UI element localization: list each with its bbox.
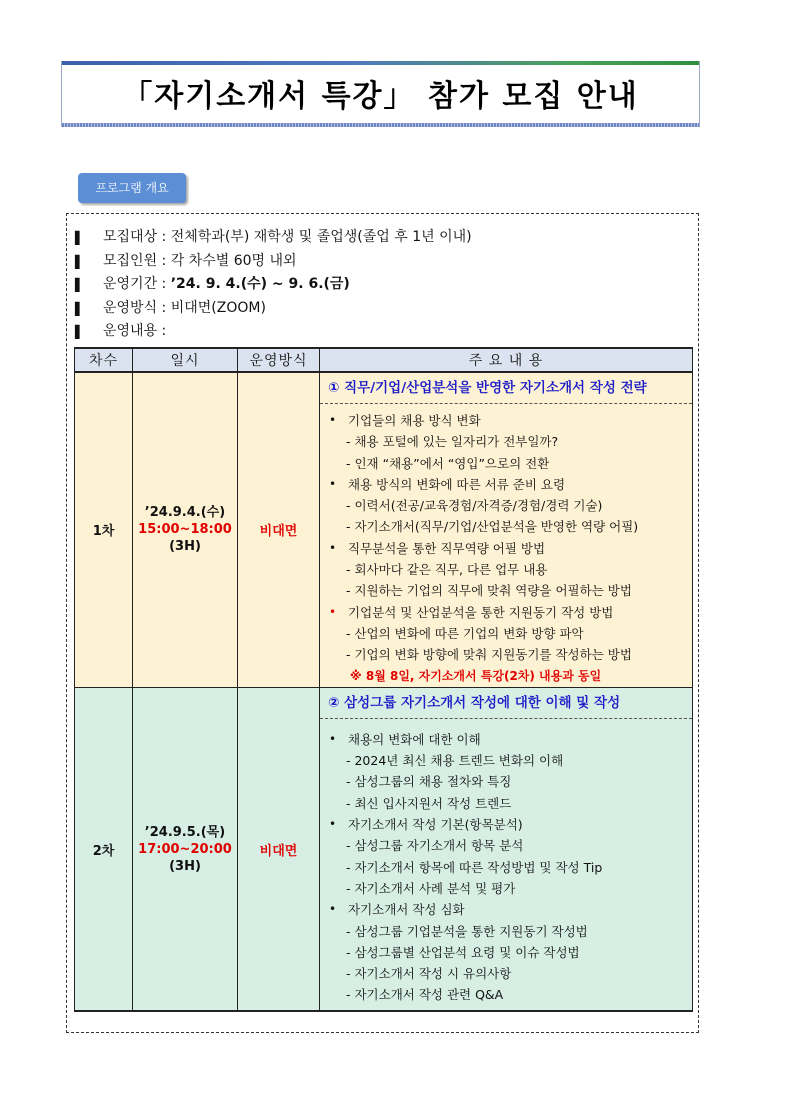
list-item: • 자기소개서 작성 심화 xyxy=(320,899,692,920)
list-item: • 채용 방식의 변화에 따른 서류 준비 요령 xyxy=(320,474,692,495)
list-item: • 직무분석을 통한 직무역량 어필 방법 xyxy=(320,538,692,559)
list-item: - 인재 “채용”에서 “영입”으로의 전환 xyxy=(346,455,550,471)
bullet-icon: • xyxy=(329,540,337,555)
info-separator: : xyxy=(157,229,171,245)
list-item: • 자기소개서 작성 기본(항목분석) xyxy=(320,814,692,835)
header-content: 주 요 내 용 xyxy=(320,348,693,372)
bullet-icon: ▌ xyxy=(75,254,85,269)
info-label: 모집인원 xyxy=(103,252,158,269)
list-item: - 지원하는 기업의 직무에 맞춰 역량을 어필하는 방법 xyxy=(346,583,632,599)
list-item: - 2024년 최신 채용 트렌드 변화의 이해 xyxy=(346,753,564,769)
list-item: - 자기소개서 작성 시 유의사항 xyxy=(346,966,512,982)
info-label: 운영내용 xyxy=(103,323,158,339)
table-row xyxy=(75,372,693,687)
content-heading: ① 직무/기업/산업분석을 반영한 자기소개서 작성 전략 xyxy=(320,373,692,404)
list-item: - 회사마다 같은 직무, 다른 업무 내용 xyxy=(346,562,548,578)
info-value: 비대면(ZOOM) xyxy=(170,299,266,316)
content-list xyxy=(320,404,692,687)
section-tab-program-overview: 프로그램 개요 xyxy=(78,173,186,203)
content-heading: ② 삼성그룹 자기소개서 작성에 대한 이해 및 작성 xyxy=(320,688,692,719)
info-separator: : xyxy=(157,323,167,339)
info-label: 모집대상 xyxy=(103,229,158,245)
list-item: - 자기소개서 사례 분석 및 평가 xyxy=(346,880,516,896)
content-list xyxy=(320,719,692,1006)
info-separator: : xyxy=(157,276,171,292)
round-cell: 1차 xyxy=(75,372,133,687)
bullet-icon: • xyxy=(329,731,337,746)
bullet-icon: • xyxy=(329,902,337,917)
list-item: - 이력서(전공/교육경험/자격증/경험/경력 기술) xyxy=(346,498,603,514)
table-row xyxy=(75,687,693,1011)
notice-text: ※ 8월 8일, 자기소개서 특강(2차) 내용과 동일 xyxy=(350,668,602,683)
list-item: • 기업들의 채용 방식 변화 xyxy=(320,410,692,431)
info-item-content xyxy=(75,320,472,344)
info-separator: : xyxy=(157,252,171,269)
list-item: - 삼성그룹 기업분석을 통한 지원동기 작성법 xyxy=(346,923,588,939)
header-mode: 운영방식 xyxy=(238,348,320,372)
bullet-icon: • xyxy=(329,413,337,427)
session-date: ’24.9.4.(수) xyxy=(144,505,226,521)
header-round: 차수 xyxy=(75,348,133,372)
page-title: 「자기소개서 특강」 참가 모집 안내 xyxy=(122,79,639,114)
title-top-bar xyxy=(62,61,699,65)
program-overview-frame xyxy=(66,213,699,1033)
session-hours: (3H) xyxy=(169,858,201,874)
datetime-cell xyxy=(133,687,238,1011)
info-separator: : xyxy=(157,299,171,316)
list-item: - 삼성그룹의 채용 절차와 특징 xyxy=(346,774,512,790)
info-label: 운영방식 xyxy=(103,299,158,316)
list-item: - 기업의 변화 방향에 맞춰 지원동기를 작성하는 방법 xyxy=(346,647,632,663)
session-date: ’24.9.5.(목) xyxy=(144,824,226,840)
table-header-row xyxy=(75,348,693,372)
info-item-period xyxy=(75,273,472,297)
info-value: 각 차수별 60명 내외 xyxy=(170,252,297,269)
bullet-icon: ▌ xyxy=(75,301,85,316)
info-value: 전체학과(부) 재학생 및 졸업생(졸업 후 1년 이내) xyxy=(170,229,472,245)
session-hours: (3H) xyxy=(169,539,201,555)
list-item: - 자기소개서 항목에 따른 작성방법 및 작성 Tip xyxy=(346,859,603,875)
list-item: - 자기소개서(직무/기업/산업분석을 반영한 역량 어필) xyxy=(346,519,639,535)
content-cell xyxy=(320,372,693,687)
info-label: 운영기간 xyxy=(103,276,158,292)
list-item: - 산업의 변화에 따른 기업의 변화 방향 파악 xyxy=(346,625,584,641)
info-item-capacity xyxy=(75,250,472,274)
info-list xyxy=(75,226,472,344)
list-item: - 삼성그룹 자기소개서 항목 분석 xyxy=(346,838,524,854)
bullet-icon: • xyxy=(329,476,337,491)
bullet-icon: • xyxy=(329,817,337,832)
mode-cell: 비대면 xyxy=(238,687,320,1011)
round-cell: 2차 xyxy=(75,687,133,1011)
content-cell xyxy=(320,687,693,1011)
list-item: • 기업분석 및 산업분석을 통한 지원동기 작성 방법 xyxy=(320,602,692,623)
title-banner xyxy=(61,61,700,127)
list-item: • 채용의 변화에 대한 이해 xyxy=(320,729,692,750)
header-datetime: 일시 xyxy=(133,348,238,372)
title-bottom-bar xyxy=(62,123,699,127)
list-item: - 삼성그룹별 산업분석 요령 및 이슈 작성법 xyxy=(346,944,580,960)
datetime-cell xyxy=(133,372,238,687)
list-item: - 채용 포털에 있는 일자리가 전부일까? xyxy=(346,434,559,450)
list-item: - 최신 입사지원서 작성 트렌드 xyxy=(346,795,512,811)
info-item-target xyxy=(75,226,472,250)
bullet-icon: ▌ xyxy=(75,231,85,245)
info-item-method xyxy=(75,297,472,321)
schedule-table xyxy=(74,347,693,1012)
bullet-icon: ▌ xyxy=(75,278,85,292)
bullet-icon: • xyxy=(329,604,337,619)
session-time: 17:00~20:00 xyxy=(138,841,232,857)
bullet-icon: ▌ xyxy=(75,325,85,339)
mode-cell: 비대면 xyxy=(238,372,320,687)
info-value: ’24. 9. 4.(수) ~ 9. 6.(금) xyxy=(170,276,350,292)
session-time: 15:00~18:00 xyxy=(138,522,232,538)
list-item: - 자기소개서 작성 관련 Q&A xyxy=(346,987,504,1003)
